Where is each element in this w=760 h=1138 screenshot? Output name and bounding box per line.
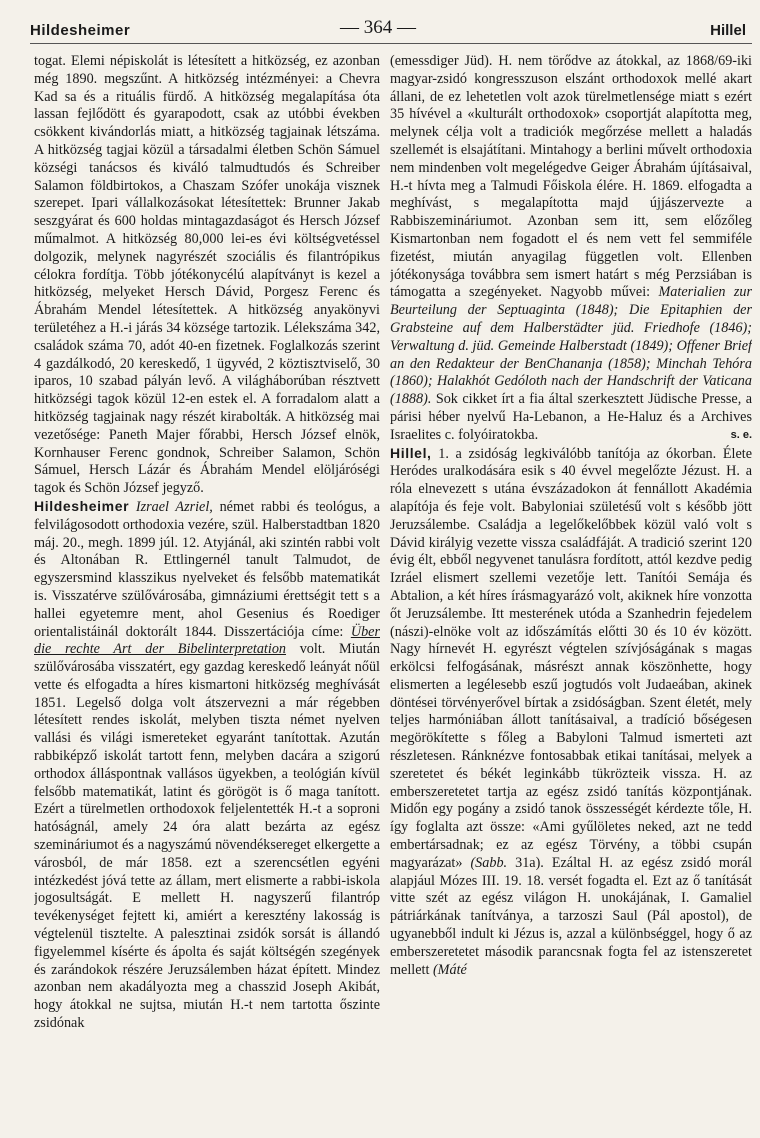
works-list: Materialien zur Beurteilung der Septuaginta (1848); Die Epitaphien der Grabsteine auf dem Halberstädter jüd. Friedhofe (1846); Verwaltung d. jüd. Gemeinde Halberstadt (1849); Offener Brief an den Redakteur der BenChananja (1858); Minchah Tehóra (1860); Halakhót Gedóloth nach der Handschrift der Vaticana (1888). (390, 284, 752, 408)
left-column (34, 53, 380, 1133)
entry-given-name: Izrael Azriel, (135, 498, 213, 515)
running-head-left: Hildesheimer (30, 22, 131, 39)
author-signature: s. e. (730, 428, 752, 441)
page-number: — 364 — (340, 17, 416, 38)
running-head-right: Hillel (710, 22, 746, 39)
entry-headword: Hildesheimer (34, 497, 130, 514)
entry-headword: Hillel, (390, 444, 432, 461)
right-column (390, 53, 752, 1133)
entry-hillel (390, 445, 752, 980)
entry-text: 1. a zsidóság legkiválóbb tanítója az ókorban. Élete Heródes uralkodására esik s 40 évvel megelőzte Jézust. H. a róla elnevezett s utána évszázadokon át fennállott Akadémia alapítója és feje volt. Babyloniai születésű volt s később jött Jeruzsálembe. Családja a legelőkelőbbek közül való volt s Dávid királyig vezette vissza családfáját. A tradició szerint 120 évig élt, ebből negyvenet tanulásra fordított, attól kezdve pedig Izráel elismert szellemi vezetője lett. Tanítói Semája és Abtalion, a két híres írásmagyarázó volt, akiknek híre vonzotta őt Jeruzsálembe. Itt mesterének utóda a Szanhedrin fejedelem (nászi)-elnöke volt az időszámítás előtti 30 és 10 év között. Nagy hírnevét H. egyrészt végtelen szívjóságának s magas erkölcsi felfogásának, másrészt annak köszönhette, hogy elismerten a legélesebb eszű jogtudós volt Judaeában, akinek döntései törvényerővel bírtak a zsidóságban. Szent életét, mely teljes harmóniában állott tanításaival, a tradíció bőségesen megörökítette s főleg a Babyloni Talmud ismerteti azt részletesen. Ránknézve fontosabbak etikai tanításai, melyek a szeretetet és békét leginkább tükrözteik vissza. H. az emberszeretetet tartja az egész zsidó tanítás központjának. Midőn egy pogány a zsidó tanok összességét kérdezte tőle, H. így foglalta azt össze: «Ami gyűlöletes neked, azt ne tedd embertársadnak; ez az egész Törvény, a többi csupán magyarázat» (390, 445, 752, 871)
entry-text-continued: 31a). Ezáltal H. az egész zsidó morál alapjául Mózes III. 19. 18. versét fogadta el. Ezt az ő tanítását vitte szét az egész világon H. unokájának, I. Gamaliel pátriárkának tanítványa, a tarzoszi Saul (Pál apostol), de ugyanebből indult ki Jézus is, azzal a különbséggel, hogy ő az emberszeretetet második parancsnak fogta fel az istenszeretet mellett (390, 854, 752, 978)
page-header (0, 0, 760, 48)
entry-text-end: (Máté (432, 961, 467, 978)
header-rule (30, 43, 752, 44)
entry-text: német rabbi és teológus, a felvilágosodott orthodoxia vezére, szül. Halberstadtban 1820 máj. 20., megh. 1899 júl. 12. Atyjánál, aki szintén rabbi volt és Altonában R. Ettlingernél tanult Talmudot, de egyszersmind klasszikus nyelveket és felsőbb matematikát is. Visszatérve szülővárosába, gimnáziumi érettségit tett s a hallei egyetemre ment, ahol Gesenius és Roediger orientalistáinál doktorált 1844. Disszertációja címe: (34, 498, 380, 640)
dissertation-title: Über die rechte Art der Bibelinterpretation (34, 623, 380, 658)
entry-hildesheimer-continued (390, 53, 752, 445)
entry-hildesheimer (34, 498, 380, 1033)
entry-text: (emessdiger Jüd). H. nem törődve az átokkal, az 1868/69-iki magyar-zsidó kongresszuson elszánt orthodoxok mellé akart állani, de ez lehetetlen volt azok türelmetlensége miatt s ezért 35 hívével a «kulturált orthodoxok» csoportját alapította meg, melynek célja volt a tradiciók megőrzése mellett a haladás szellemét is elsajátítani. Mintahogy a berlini művelt orthodoxia nem mindenben volt megelégedve Geiger Ábrahám újításaival, H.-t hívta meg a Talmudi Főiskola élére. H. 1869. elfogadta a meghívást, s megalapította majd újjászervezte a Rabbiszemináriumot. Azonban sem itt, sem előzőleg Kismartonban nem fogadott el és nem vett fel semmiféle fizetést, miután anyagilag független volt. Ellenben jótékonysága továbbra sem ismert határt s még Perzsiában is támogatta a szegényeket. Nagyobb művei: (390, 53, 752, 301)
paragraph-hitkozseg: togat. Elemi népiskolát is létesített a hitközség, ez azonban még 1890. megszűnt. A hitközség intézményei: a Chevra Kad sa és a rituális fürdő. A hitközség megalapítása óta lassan fejlődött és gyarapodott, csak az utóbbi években csökkent kivándorlás miatt, a hitközség tagjainak létszáma. A hitközség tagjai közül a társadalmi életben Schön Sámuel községi tanácsos és kiváló talmudtudós és Schreiber Salamon földbirtokos, a Chaszam Szófer unokája visznek szerepet. Ipari vállalkozásokat létesítettek: Brunner Jakab seszgyárat és 600 holdas mintagazdaságot és Hersch József műmalmot. A hitközség 80,000 lei-es évi költségvetéssel dolgozik, melynek nagyrészét szociális és filantrópikus célokra fordítja. Több jótékonycélú alapítványt is kezel a hitközség, melyeket Hersch Dávid, Porgesz Ferenc és Ábrahám Mendel létesítettek. A hitközség anyakönyvi területéhez a H.-i járás 34 községe tartozik. Lélekszáma 342, családok száma 70, adót 40-en fizetnek. Foglalkozás szerint 4 gazdálkodó, 20 kereskedő, 1 ügyvéd, 2 köztisztviselő, 30 iparos, 10 szabad pályán levő. A világháborúban résztvett hitközségi tagok közül 12-en estek el. A forradalom alatt a hitközség tagjainak nagy részét kirabolták. A hitközség mai vezetősége: Paneth Majer főrabbi, Hersch József elnök, Kornhauser Ferenc gondnok, Schreiber Salamon, Schön Sámuel, Hersch Lázár és Ábrahám Mendel elöljáróségi tagok és Schön József jegyző. (34, 53, 380, 497)
entry-text-continued: Sok cikket írt a fia által szerkesztett Jüdische Presse, a párisi héber nyelvű Ha-Lebanon, a He-Haluz és a Archives Israelites c. folyóiratokba. (390, 391, 752, 443)
source-reference: (Sabb. (470, 854, 508, 871)
entry-text-continued: volt. Miután szülővárosába visszatért, egy gazdag kereskedő leányát nőül vette és elfogadta a híres kismartoni hitközség meghívását 1851. Legelső dolga volt átszervezni a már régebben létesített rendes iskolát, melyben tiszta német nyelven vallási és világi ismereteket egyaránt tanítottak. Azután rabbiképző iskolát tartott fenn, melyben dacára a szigorú orthodox álláspontnak vallásos ügyekben, a teológián kívül felsőbb matematikát, latint és görögöt is ő maga tanított. Ezért a türelmetlen orthodoxok feljelentették H.-t a soproni hatóságnál, amely 24 óra alatt bezárta az egész szemináriumot és a nagyszámú növendéksereget elkergette a városból, de már 1858. ezt a szerencsétlen egyéni intézkedést jóvá tette az állam, mert elismerte a rabbi-iskola jogosultságát. E mellett H. nagyszerű filantróp tevékenységet fejtett ki, amiért a keresztény lakosság is végtelenül tisztelte. A palesztinai zsidók sorsát is állandó figyelemmel kísérte és ápolta és saját költségén szegények és zarándokok részére Jeruzsálemben házat épített. Mindez azonban nem akadályozta meg a chasszid Joseph Akibát, hogy átokkal ne sujtsa, miután H.-t nem tartotta őszinte zsidónak (34, 641, 380, 1032)
